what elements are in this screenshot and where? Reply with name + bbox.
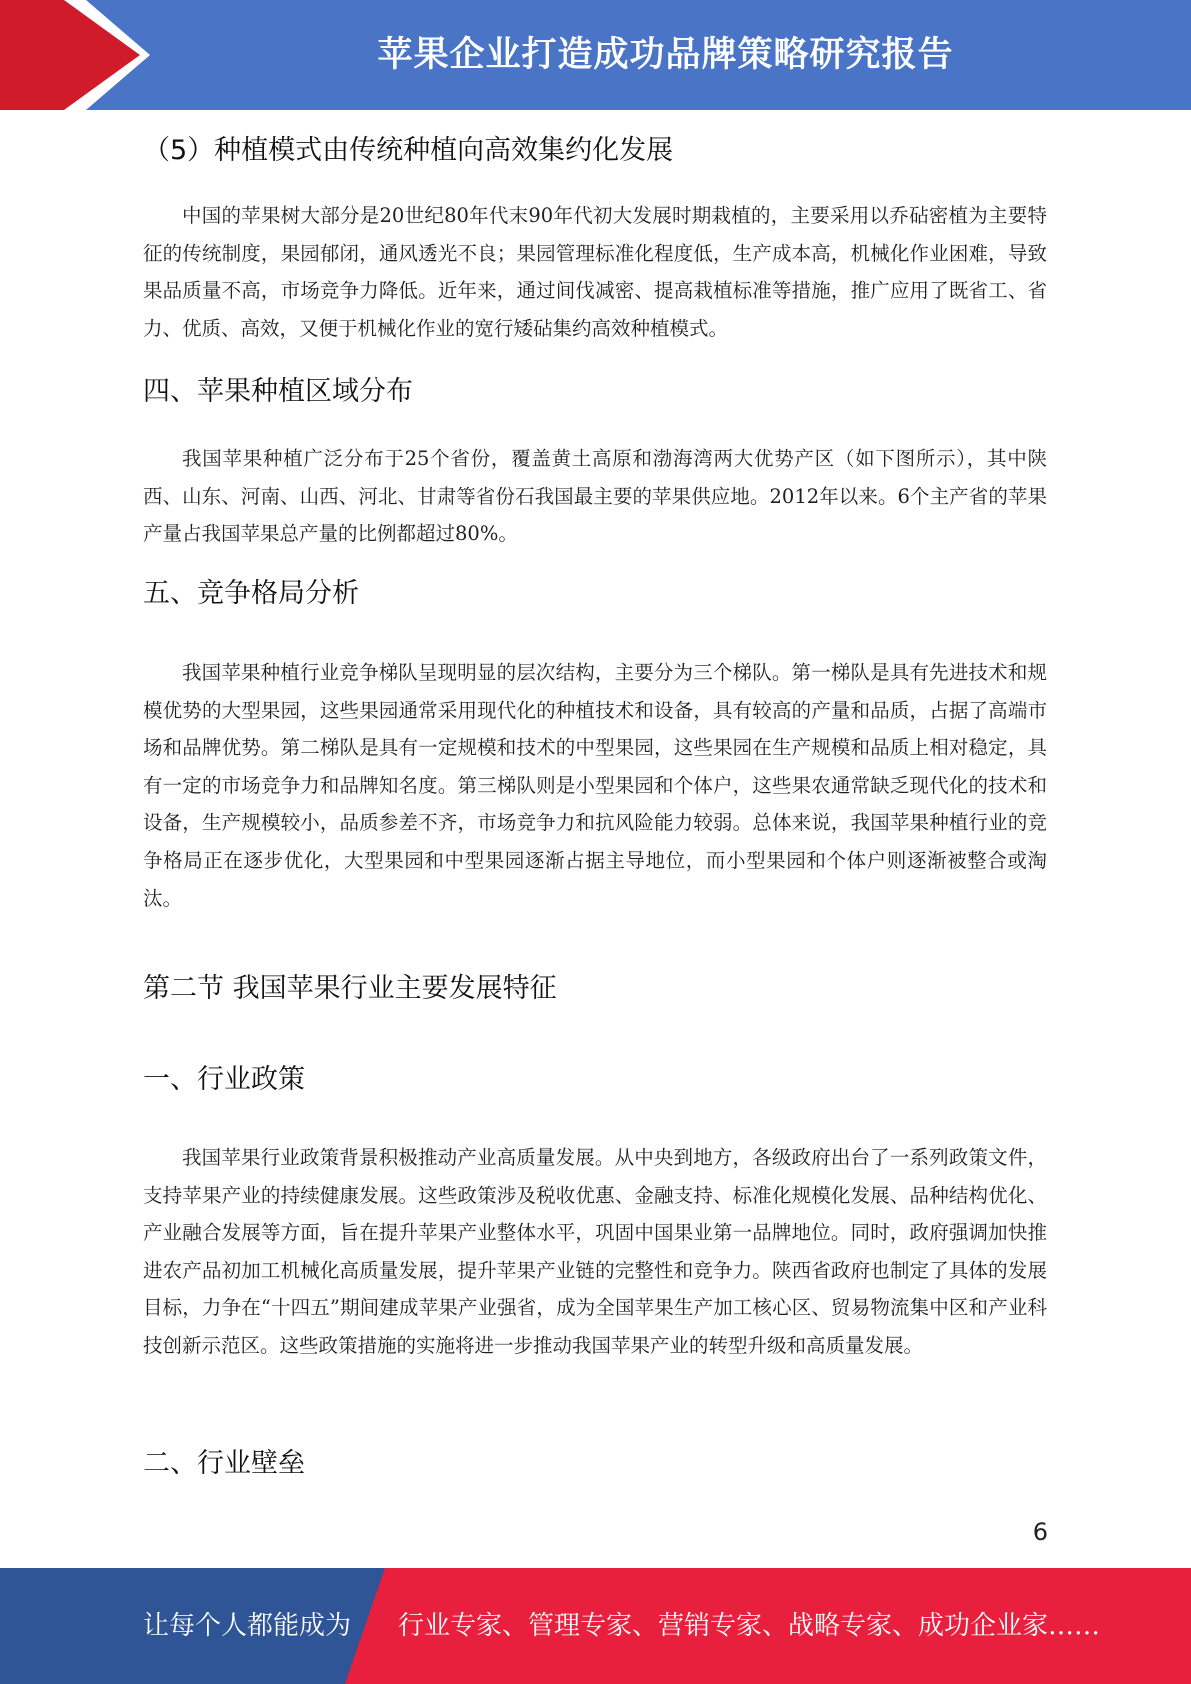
header-red-arrow-shape: [0, 0, 150, 110]
footer-slogan-right: 行业专家、管理专家、营销专家、战略专家、成功企业家……: [398, 1611, 1101, 1641]
section-heading-1: 一、行业政策: [143, 1064, 305, 1095]
page-number: 6: [1032, 1518, 1048, 1546]
section-heading-5: 五、竞争格局分析: [143, 578, 359, 609]
page-footer: [0, 1568, 1191, 1684]
section-heading-4: 四、苹果种植区域分布: [143, 376, 413, 407]
paragraph-competition: 我国苹果种植行业竞争梯队呈现明显的层次结构，主要分为三个梯队。第一梯队是具有先进技术和规模优势的大型果园，这些果园通常采用现代化的种植技术和设备，具有较高的产量和品质，占据了高端市场和品牌优势。第二梯队是具有一定规模和技术的中型果园，这些果园在生产规模和品质上相对稳定，具有一定的市场竞争力和品牌知名度。第三梯队则是小型果园和个体户，这些果农通常缺乏现代化的技术和设备，生产规模较小，品质参差不齐，市场竞争力和抗风险能力较弱。总体来说，我国苹果种植行业的竞争格局正在逐步优化，大型果园和中型果园逐渐占据主导地位，而小型果园和个体户则逐渐被整合或淘汰。: [143, 661, 1047, 910]
section-heading-2: 二、行业壁垒: [143, 1448, 305, 1479]
page-header: [0, 0, 1191, 110]
paragraph-region-distribution: 我国苹果种植广泛分布于25个省份，覆盖黄土高原和渤海湾两大优势产区（如下图所示），其中陕西、山东、河南、山西、河北、甘肃等省份石我国最主要的苹果供应地。2012年以来。6个主产省的苹果产量占我国苹果总产量的比例都超过80%。: [143, 447, 1047, 546]
paragraph-planting-mode: 中国的苹果树大部分是20世纪80年代末90年代初大发展时期栽植的，主要采用以乔砧密植为主要特征的传统制度，果园郁闭，通风透光不良；果园管理标准化程度低，生产成本高，机械化作业困难，导致果品质量不高，市场竞争力降低。近年来，通过间伐减密、提高栽植标准等措施，推广应用了既省工、省力、优质、高效，又便于机械化作业的宽行矮砧集约高效种植模式。: [143, 204, 1047, 340]
chapter-heading: 第二节 我国苹果行业主要发展特征: [143, 973, 557, 1004]
footer-slogan-left: 让每个人都能成为: [143, 1611, 352, 1641]
report-title: 苹果企业打造成功品牌策略研究报告: [377, 35, 954, 75]
paragraph-industry-policy: 我国苹果行业政策背景积极推动产业高质量发展。从中央到地方，各级政府出台了一系列政策文件，支持苹果产业的持续健康发展。这些政策涉及税收优惠、金融支持、标准化规模化发展、品种结构优化、产业融合发展等方面，旨在提升苹果产业整体水平，巩固中国果业第一品牌地位。同时，政府强调加快推进农产品初加工机械化高质量发展，提升苹果产业链的完整性和竞争力。陕西省政府也制定了具体的发展目标，力争在“十四五”期间建成苹果产业强省，成为全国苹果生产加工核心区、贸易物流集中区和产业科技创新示范区。这些政策措施的实施将进一步推动我国苹果产业的转型升级和高质量发展。: [143, 1146, 1047, 1357]
subsection-heading-5: （5）种植模式由传统种植向高效集约化发展: [143, 135, 674, 166]
